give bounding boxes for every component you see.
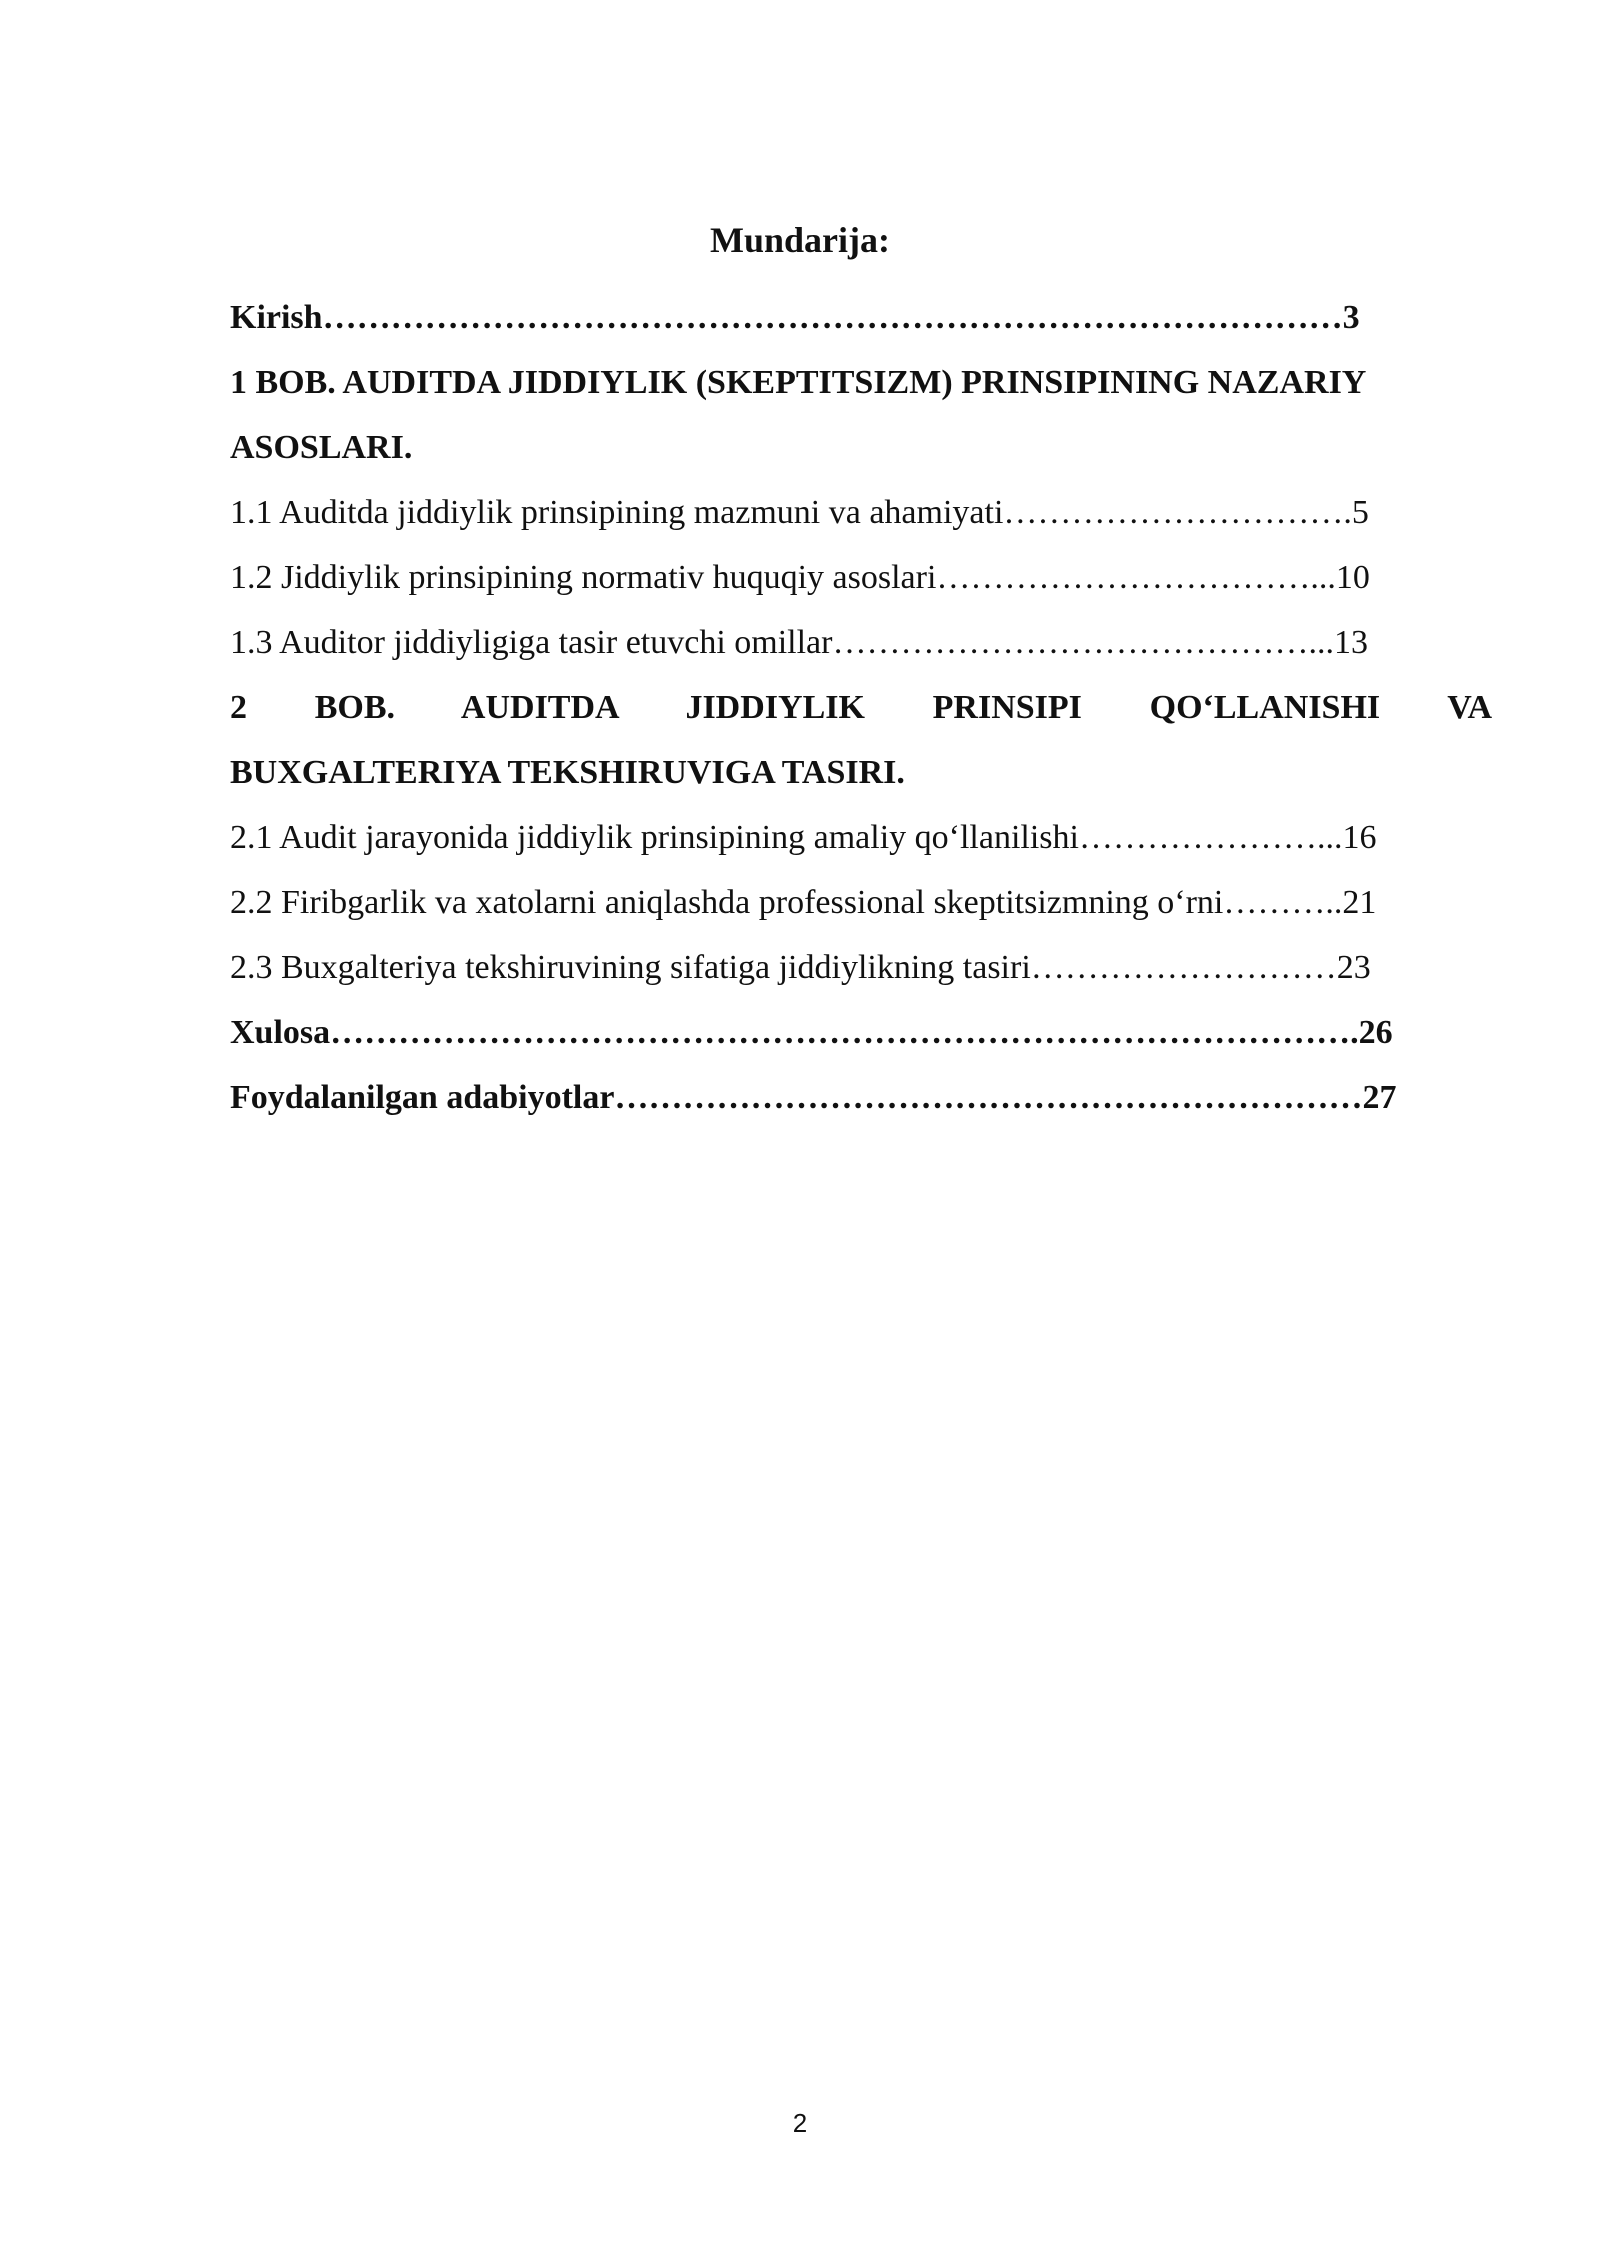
toc-entry-1-2: 1.2 Jiddiylik prinsipining normativ huquqiy asoslari……………………………...10 xyxy=(230,559,1370,596)
toc-entry-chapter-1: 1 BOB. AUDITDA JIDDIYLIK (SKEPTITSIZM) PRINSIPINING NAZARIY xyxy=(230,364,1367,401)
toc-entry-2-2: 2.2 Firibgarlik va xatolarni aniqlashda professional skeptitsizmning o‘rni………..21 xyxy=(230,884,1377,921)
toc-entry-kirish: Kirish………………………………………………………………………………3 xyxy=(230,299,1360,336)
table-of-contents xyxy=(230,285,1492,1130)
toc-entry-xulosa: Xulosa……………………………………………………………………………….26 xyxy=(230,1014,1393,1051)
toc-entry-chapter-1-cont: ASOSLARI. xyxy=(230,429,413,466)
toc-entry-chapter-2: 2 BOB. AUDITDA JIDDIYLIK PRINSIPI QO‘LLANISHI VA xyxy=(230,689,1492,726)
toc-entry-chapter-2-cont: BUXGALTERIYA TEKSHIRUVIGA TASIRI. xyxy=(230,754,905,791)
page-title: Mundarija: xyxy=(710,220,890,260)
toc-entry-2-3: 2.3 Buxgalteriya tekshiruvining sifatiga jiddiylikning tasiri………………………23 xyxy=(230,949,1371,986)
toc-entry-1-1: 1.1 Auditda jiddiylik prinsipining mazmuni va ahamiyati………………………….5 xyxy=(230,494,1369,531)
toc-entry-references: Foydalanilgan adabiyotlar…………………………………………………………27 xyxy=(230,1079,1397,1116)
toc-entry-1-3: 1.3 Auditor jiddiyligiga tasir etuvchi omillar……………………………………...13 xyxy=(230,624,1368,661)
page-number: 2 xyxy=(792,2108,808,2138)
toc-entry-2-1: 2.1 Audit jarayonida jiddiylik prinsipining amaliy qo‘llanilishi…………………...16 xyxy=(230,819,1377,856)
